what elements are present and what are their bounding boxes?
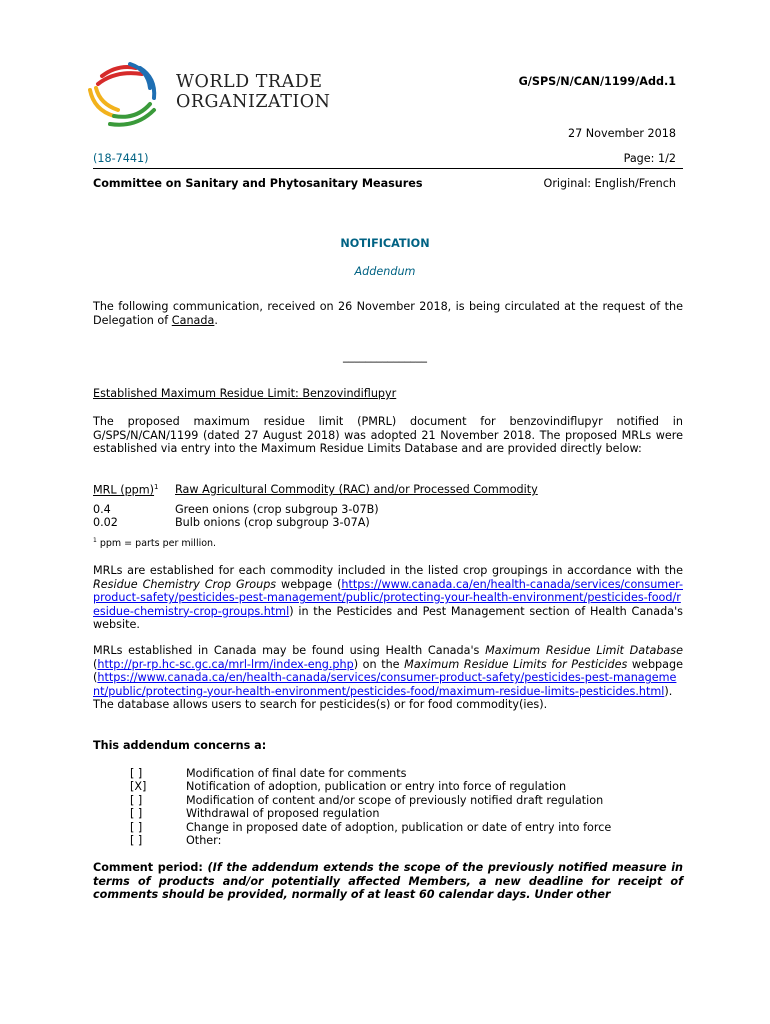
p3-database-title: Maximum Residue Limit Database [485, 644, 683, 657]
mrl-pesticides-link[interactable]: https://www.canada.ca/en/health-canada/services/consumer-product-safety/pesticides-pest-management/public/protecting-your-health-environment/pesticides-food/maximum-residue-limits-pesticides.html [93, 671, 677, 698]
concern-label: Withdrawal of proposed regulation [186, 807, 380, 820]
concern-item [130, 821, 690, 835]
p3-text-d: ) on the [353, 657, 405, 671]
intro-end: . [214, 313, 218, 327]
checkbox: [ ] [130, 807, 143, 820]
comment-period-label: Comment period: [93, 861, 203, 874]
checkbox-checked: [X] [130, 780, 147, 793]
checkbox: [ ] [130, 834, 143, 847]
comment-period-text: (If the addendum extends the scope of the previously notified measure in terms of products and/or potentially affected Members, a new deadline for receipt of comments should be provided, normally of at least 60 calendar days. Under other [93, 861, 684, 902]
p3-text-f: webpage ( [93, 657, 683, 685]
footnote-ref: 1 [154, 483, 159, 491]
concerns-heading: This addendum concerns a: [93, 739, 267, 752]
p3-text-c: ( [93, 657, 98, 671]
footnote-mark: 1 [93, 537, 97, 544]
concern-label: Other: [186, 834, 222, 847]
p3-text-a: MRLs established in Canada may be found using Health Canada's [93, 644, 486, 657]
mrl-database-paragraph [93, 644, 683, 712]
committee-name: Committee on Sanitary and Phytosanitary Measures [93, 177, 423, 190]
document-symbol: G/SPS/N/CAN/1199/Add.1 [518, 75, 676, 88]
document-number: (18-7441) [93, 152, 149, 165]
checkbox: [ ] [130, 794, 143, 807]
intro-text: The following communication, received on 26 November 2018, is being circulated at the request of the Delegation of [93, 300, 683, 327]
page-indicator: Page: 1/2 [623, 152, 676, 165]
concern-label: Change in proposed date of adoption, publication or date of entry into force [186, 821, 612, 834]
section-heading: Established Maximum Residue Limit: Benzovindiflupyr [93, 387, 397, 400]
commodity-1: Green onions (crop subgroup 3-07B) [175, 503, 379, 516]
commodity-column-header: Raw Agricultural Commodity (RAC) and/or Processed Commodity [175, 483, 538, 496]
crop-groups-link[interactable]: https://www.canada.ca/en/health-canada/services/consumer-product-safety/pesticides-pest-management/public/protecting-your-health-environment/pesticides-food/residue-chemistry-crop-groups.html [93, 577, 683, 618]
footnote [93, 537, 216, 549]
concern-label: Modification of content and/or scope of previously notified draft regulation [186, 794, 604, 807]
concern-item [130, 834, 690, 848]
crop-groups-paragraph [93, 564, 683, 632]
p3-text-g: ). The database allows users to search for pesticides(s) or for food commodity(ies). [93, 684, 673, 712]
intro-country: Canada [171, 313, 215, 327]
p2-text-d: ) in the Pesticides and Pest Management section of Health Canada's website. [93, 604, 683, 632]
logo-line-1: WORLD TRADE [176, 72, 323, 92]
logo-line-2: ORGANIZATION [176, 92, 331, 112]
section-separator: _______________ [343, 350, 427, 363]
mrl-database-link[interactable]: http://pr-rp.hc-sc.gc.ca/mrl-lrm/index-eng.php [97, 657, 354, 671]
wto-logo [84, 58, 344, 128]
p2-text-c: webpage ( [276, 577, 342, 591]
document-date: 27 November 2018 [567, 127, 676, 140]
concern-label: Modification of final date for comments [186, 767, 407, 780]
concern-item [130, 767, 690, 781]
mrl-table-header-1 [93, 483, 159, 497]
checkbox: [ ] [130, 821, 143, 834]
p3-pesticides-title: Maximum Residue Limits for Pesticides [404, 657, 628, 671]
commodity-2: Bulb onions (crop subgroup 3-07A) [175, 516, 370, 529]
mrl-value-2: 0.02 [93, 516, 118, 529]
concern-label: Notification of adoption, publication or entry into force of regulation [186, 780, 567, 793]
notification-title: NOTIFICATION [340, 237, 430, 250]
checkbox: [ ] [130, 767, 143, 780]
wto-emblem-icon [84, 58, 164, 128]
mrl-value-1: 0.4 [93, 503, 111, 516]
footnote-text: ppm = parts per million. [96, 538, 217, 550]
concern-item [130, 794, 690, 808]
concern-item [130, 780, 690, 794]
intro-paragraph [93, 300, 683, 327]
p2-crop-groups-title: Residue Chemistry Crop Groups [93, 577, 277, 591]
original-language: Original: English/French [543, 177, 676, 190]
mrl-adoption-paragraph: The proposed maximum residue limit (PMRL) document for benzovindiflupyr notified in G/SPS/N/CAN/1199 (dated 27 August 2018) was adopted 21 November 2018. The proposed MRLs were established via entry into the Maximum Residue Limits Database and are provided directly below: [93, 415, 683, 456]
addendum-subtitle: Addendum [354, 265, 416, 278]
header-divider [93, 168, 683, 169]
p2-text-a: MRLs are established for each commodity included in the listed crop groupings in accordance with the [93, 564, 683, 577]
concern-item [130, 807, 690, 821]
mrl-column-header: MRL (ppm) [93, 483, 155, 497]
comment-period-paragraph [93, 861, 683, 902]
